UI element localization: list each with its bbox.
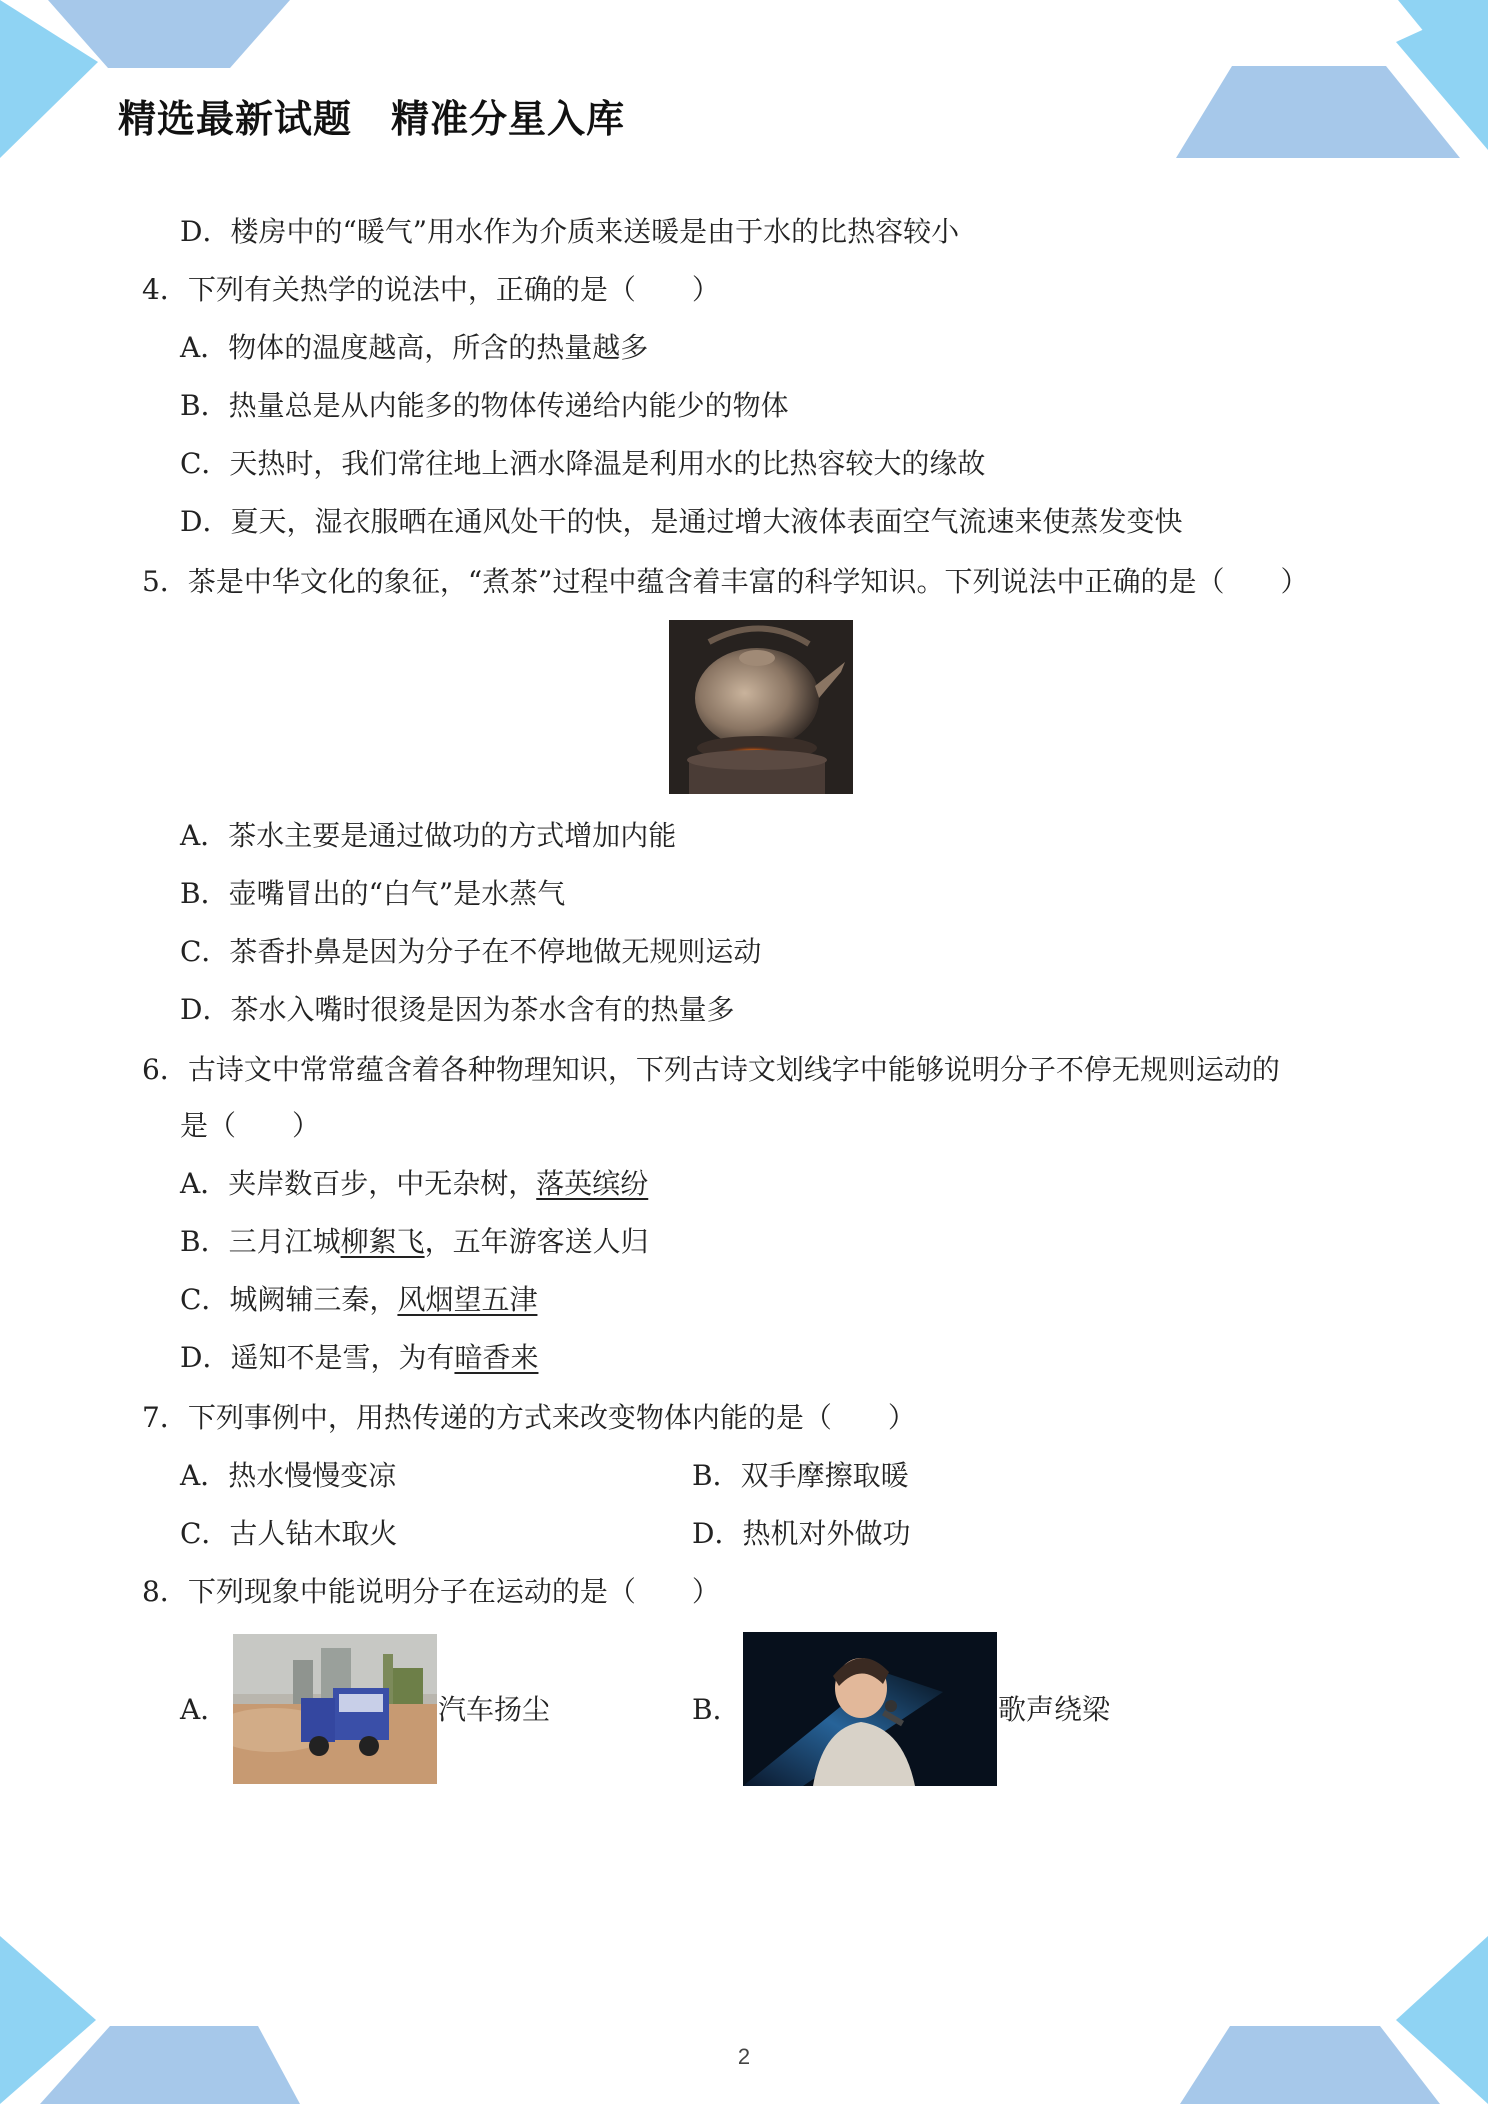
- q6-option-b-text: B．三月江城: [180, 1225, 341, 1258]
- question-6-line-1: 6．古诗文中常常蕴含着各种物理知识，下列古诗文划线字中能够说明分子不停无规则运动的: [142, 1053, 1280, 1086]
- q5-option-a: A．茶水主要是通过做功的方式增加内能: [180, 819, 677, 852]
- q6-option-a-text: A．夹岸数百步，中无杂树，: [180, 1167, 537, 1200]
- q4-option-b: B．热量总是从内能多的物体传递给内能少的物体: [180, 389, 789, 422]
- q6-option-c-underlined: 风烟望五津: [397, 1283, 538, 1316]
- q4-option-c: C．天热时，我们常往地上洒水降温是利用水的比热容较大的缘故: [180, 447, 986, 480]
- q6-option-d-underlined: 暗香来: [454, 1341, 539, 1374]
- question-4: 4．下列有关热学的说法中，正确的是（ ）: [142, 273, 720, 306]
- q6-option-a-underlined: 落英缤纷: [536, 1167, 649, 1200]
- teapot-photo: [669, 620, 853, 794]
- q6-option-d: [180, 1338, 538, 1378]
- singer-photo: [743, 1632, 997, 1786]
- q6-option-c-text: C．城阙辅三秦，: [180, 1283, 398, 1316]
- q7-option-c: C．古人钻木取火: [180, 1517, 398, 1550]
- q6-option-c: [180, 1280, 537, 1320]
- q5-option-b: B．壶嘴冒出的“白气”是水蒸气: [180, 877, 566, 910]
- page-number: 2: [737, 2044, 751, 2069]
- q8-option-a-letter: A．: [180, 1693, 229, 1726]
- q6-option-b-text-end: ，五年游客送人归: [424, 1225, 649, 1258]
- q7-option-d: D．热机对外做功: [692, 1517, 911, 1550]
- question-8: 8．下列现象中能说明分子在运动的是（ ）: [142, 1575, 720, 1608]
- header-title: 精选最新试题 精准分星入库: [118, 97, 626, 141]
- question-5: 5．茶是中华文化的象征，“煮茶”过程中蕴含着丰富的科学知识。下列说法中正确的是（ ）: [142, 565, 1309, 598]
- q6-option-b-underlined: 柳絮飞: [340, 1225, 425, 1258]
- q7-option-b: B．双手摩擦取暖: [692, 1459, 909, 1492]
- q4-option-a: A．物体的温度越高，所含的热量越多: [180, 331, 649, 364]
- q8-option-b-text: 歌声绕梁: [998, 1693, 1111, 1726]
- q8-option-a-text: 汽车扬尘: [438, 1693, 551, 1726]
- q5-option-c: C．茶香扑鼻是因为分子在不停地做无规则运动: [180, 935, 762, 968]
- q4-option-d: D．夏天，湿衣服晒在通风处干的快，是通过增大液体表面空气流速来使蒸发变快: [180, 505, 1183, 538]
- q5-option-d: D．茶水入嘴时很烫是因为茶水含有的热量多: [180, 993, 735, 1026]
- q3-option-d: D．楼房中的“暖气”用水作为介质来送暖是由于水的比热容较小: [180, 215, 960, 248]
- truck-dust-photo: [233, 1634, 437, 1784]
- q6-option-d-text: D．遥知不是雪，为有: [180, 1341, 455, 1374]
- question-7: 7．下列事例中，用热传递的方式来改变物体内能的是（ ）: [142, 1401, 916, 1434]
- top-right-trapezoid: [1176, 66, 1460, 158]
- q6-option-b: [180, 1222, 649, 1262]
- q6-option-a: [180, 1164, 648, 1204]
- question-6-line-2: 是（ ）: [180, 1109, 321, 1142]
- q8-option-b-letter: B．: [692, 1693, 741, 1726]
- q7-option-a: A．热水慢慢变凉: [180, 1459, 397, 1492]
